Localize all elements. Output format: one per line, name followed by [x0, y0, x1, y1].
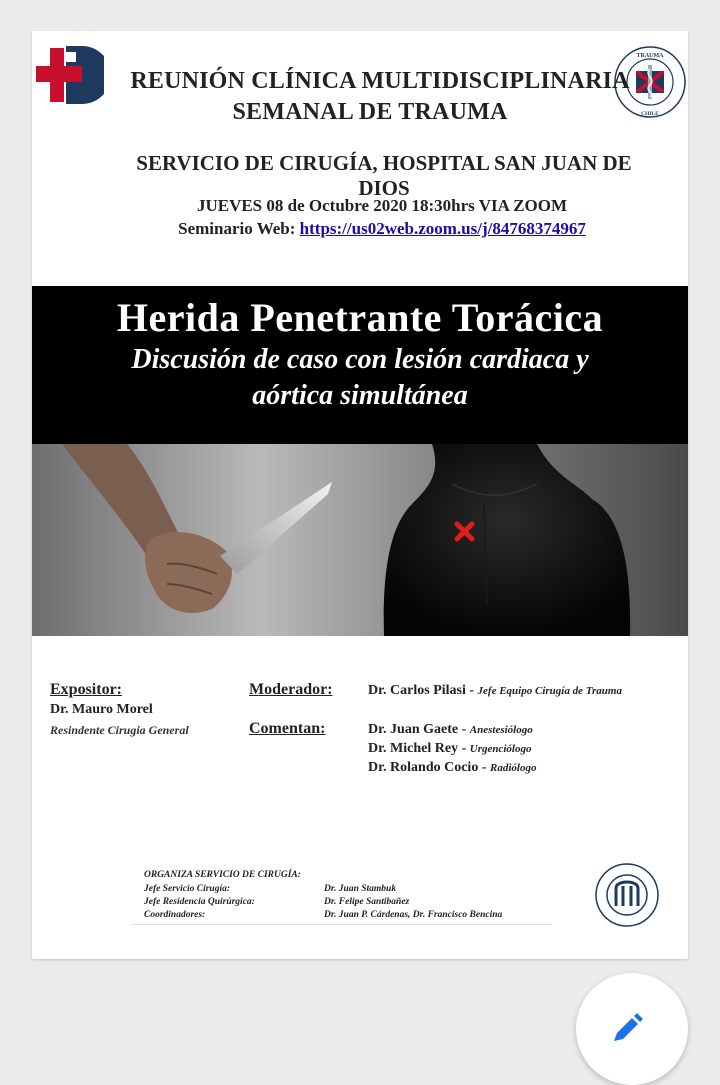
moderador-label: Moderador: [249, 681, 333, 698]
knife-torso-image [32, 444, 688, 636]
moderador-role: Jefe Equipo Cirugía de Trauma [477, 685, 622, 697]
edit-pencil-icon [608, 1011, 644, 1047]
footer-label: Coordinadores: [144, 910, 206, 920]
commentator-name: Dr. Juan Gaete [368, 722, 459, 737]
web-seminar [122, 219, 642, 239]
service-heading: SERVICIO DE CIRUGÍA, HOSPITAL SAN JUAN DE DIOS [136, 151, 632, 200]
footer-label: Jefe Residencia Quirúrgica: [144, 897, 255, 907]
footer-value: Dr. Felipe Santibañez [324, 897, 410, 907]
footer-divider [132, 924, 552, 925]
comentan-label: Comentan: [249, 720, 326, 737]
commentator-1: Dr. Juan Gaete - Anestesiólogo [368, 722, 533, 737]
svg-text:CHILE: CHILE [641, 111, 659, 117]
moderador-name: Dr. Carlos Pilasi [368, 683, 466, 698]
commentator-3: Dr. Rolando Cocio - Radiólogo [368, 760, 537, 775]
commentator-role: Radiólogo [490, 762, 537, 774]
banner-title: Herida Penetrante Torácica [116, 295, 604, 340]
poster-page [32, 31, 688, 959]
expositor-name: Dr. Mauro Morel [50, 702, 153, 717]
footer-label: Jefe Servicio Cirugía: [144, 884, 231, 894]
title-line-2: SEMANAL DE TRAUMA [232, 99, 508, 125]
expositor-role: Resindente Cirugia General [50, 723, 189, 737]
zoom-link[interactable]: https://us02web.zoom.us/j/84768374967 [299, 219, 586, 238]
svg-text:TRAUMA: TRAUMA [636, 53, 664, 59]
event-date: JUEVES 08 de Octubre 2020 18:30hrs VIA ZOOM [196, 196, 568, 215]
commentator-role: Urgenciólogo [469, 743, 532, 755]
edit-fab-button[interactable] [576, 973, 688, 1085]
commentator-name: Dr. Michel Rey [368, 741, 459, 756]
commentator-2: Dr. Michel Rey - Urgenciólogo [368, 741, 532, 756]
expositor-label: Expositor: [50, 681, 122, 698]
moderador: Dr. Carlos Pilasi - Jefe Equipo Cirugía de Trauma [368, 683, 622, 698]
title-banner [32, 286, 688, 444]
footer-value: Dr. Juan Stambuk [324, 884, 397, 894]
commentator-name: Dr. Rolando Cocio [368, 760, 479, 775]
title-line-1: REUNIÓN CLÍNICA MULTIDISCIPLINARIA [130, 68, 630, 94]
footer-value: Dr. Juan P. Cárdenas, Dr. Francisco Bencina [324, 910, 503, 920]
commentator-role: Anestesiólogo [469, 724, 533, 736]
footer-heading: ORGANIZA SERVICIO DE CIRUGÍA: [144, 870, 301, 880]
banner-subtitle-2: aórtica simultánea [252, 380, 468, 411]
surgeons-society-seal [594, 862, 660, 928]
web-label: Seminario Web: [178, 219, 296, 238]
banner-subtitle-1: Discusión de caso con lesión cardiaca y [131, 344, 589, 375]
